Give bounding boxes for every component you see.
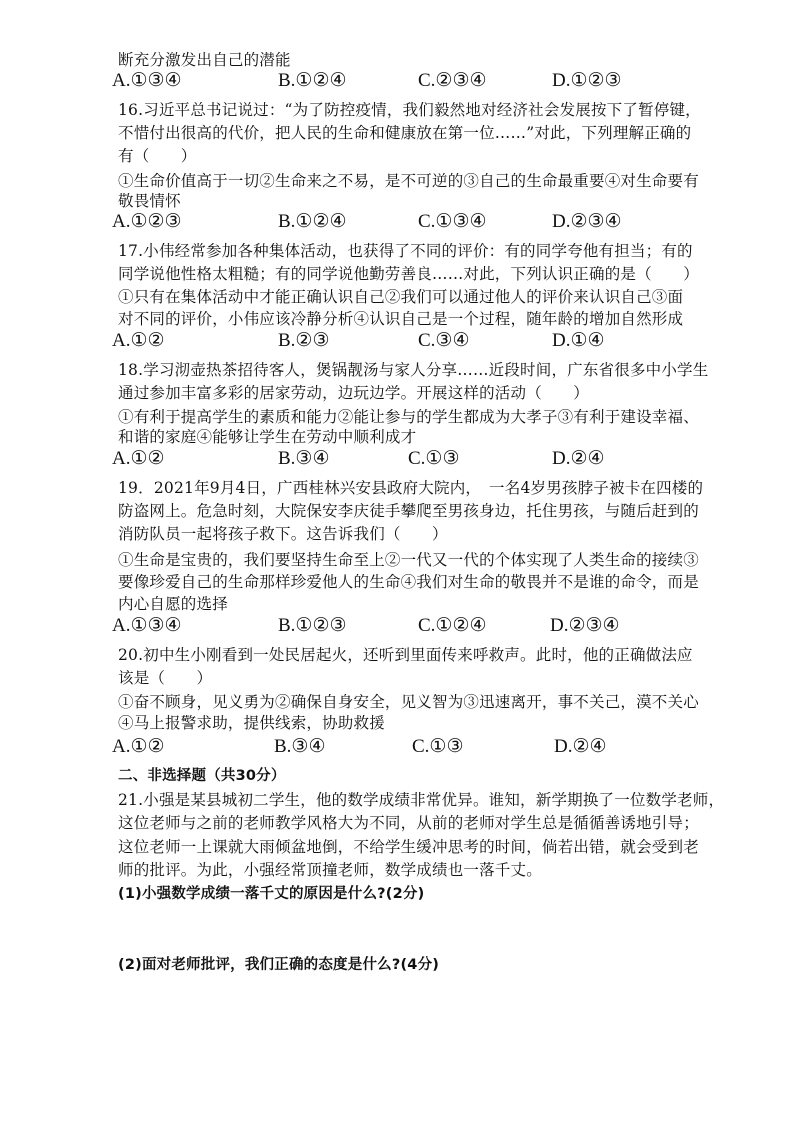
q19-stem-2: 防盗网上。危急时刻，大院保安李庆徒手攀爬至男孩身边，托住男孩，与随后赶到的 — [118, 502, 699, 520]
q18-items-2: 和谐的家庭④能够让学生在劳动中顺利成才 — [118, 428, 417, 446]
q21-stem-3: 这位老师一上课就大雨倾盆地倒，不给学生缓冲思考的时间，倘若出错，就会受到老 — [118, 838, 699, 856]
q15-option-b: B.①②④ — [278, 70, 347, 91]
q19-items-1: ①生命是宝贵的，我们要坚持生命至上②一代又一代的个体实现了人类生命的接续③ — [118, 551, 699, 569]
q18-stem-2: 通过参加丰富多彩的居家劳动，边玩边学。开展这样的活动（ ） — [118, 384, 590, 402]
q19-stem-1: 19．2021年9月4日，广西桂林兴安县政府大院内， 一名4岁男孩脖子被卡在四楼的 — [118, 479, 704, 497]
section-2-title: 二、非选择题（共30分） — [118, 768, 286, 784]
q20-option-c: C.①③ — [412, 736, 464, 757]
q17-items-2: 对不同的评价，小伟应该冷静分析④认识自己是一个过程，随年龄的增加自然形成 — [118, 310, 684, 328]
q15-option-c: C.②③④ — [418, 70, 487, 91]
q17-option-c: C.③④ — [418, 330, 470, 351]
q15-option-d: D.①②③ — [552, 70, 622, 91]
q19-stem-3: 消防队员一起将孩子救下。这告诉我们（ ） — [118, 525, 448, 543]
q16-option-d: D.②③④ — [552, 211, 622, 232]
q16-items-1: ①生命价值高于一切②生命来之不易，是不可逆的③自己的生命最重要④对生命要有 — [118, 172, 699, 190]
q18-option-c: C.①③ — [408, 448, 460, 469]
q16-stem-3: 有（ ） — [118, 147, 197, 165]
q18-option-d: D.②④ — [552, 448, 605, 469]
q20-option-a: A.①② — [112, 736, 165, 757]
intro-text: 断充分激发出自己的潜能 — [118, 51, 291, 69]
q20-items-2: ④马上报警求助，提供线索，协助救援 — [118, 714, 385, 732]
q17-options — [112, 328, 672, 354]
q20-stem-2: 该是（ ） — [118, 669, 213, 687]
q21-stem-1: 21.小强是某县城初二学生，他的数学成绩非常优异。谁知，新学期换了一位数学老师， — [118, 791, 725, 809]
q16-options — [112, 209, 672, 235]
q17-stem-2: 同学说他性格太粗糙；有的同学说他勤劳善良……对此，下列认识正确的是（ ） — [118, 265, 699, 283]
q20-items-1: ①奋不顾身，见义勇为②确保自身安全，见义智为③迅速离开，事不关己，漠不关心 — [118, 693, 699, 711]
q17-option-d: D.①④ — [552, 330, 605, 351]
q17-stem-1: 17.小伟经常参加各种集体活动，也获得了不同的评价：有的同学夸他有担当；有的 — [118, 242, 693, 260]
q17-option-a: A.①② — [112, 330, 165, 351]
q19-items-2: 要像珍爱自己的生命那样珍爱他人的生命④我们对生命的敬畏并不是谁的命令，而是 — [118, 573, 699, 591]
q21-stem-4: 师的批评。为此，小强经常顶撞老师，数学成绩也一落千丈。 — [118, 861, 542, 879]
q18-items-1: ①有利于提高学生的素质和能力②能让参与的学生都成为大孝子③有利于建设幸福、 — [118, 408, 699, 426]
q15-options — [112, 68, 672, 94]
q20-options — [112, 734, 672, 760]
q19-option-d: D.②③④ — [550, 615, 620, 636]
q16-option-c: C.①③④ — [418, 211, 487, 232]
q16-option-b: B.①②④ — [278, 211, 347, 232]
q21-sub-question-1: (1)小强数学成绩一落千丈的原因是什么?(2分) — [118, 886, 425, 902]
q18-stem-1: 18.学习沏壶热茶招待客人，煲锅靓汤与家人分享……近段时间，广东省很多中小学生 — [118, 361, 709, 379]
q17-items-1: ①只有在集体活动中才能正确认识自己②我们可以通过他人的评价来认识自己③面 — [118, 288, 684, 306]
q18-option-a: A.①② — [112, 448, 165, 469]
q21-sub-question-2: (2)面对老师批评，我们正确的态度是什么?(4分) — [118, 957, 440, 973]
q19-option-b: B.①②③ — [278, 615, 347, 636]
q18-options — [112, 446, 672, 472]
q15-option-a: A.①③④ — [112, 70, 182, 91]
q18-option-b: B.③④ — [278, 448, 330, 469]
q19-option-a: A.①③④ — [112, 615, 182, 636]
q16-items-2: 敬畏情怀 — [118, 192, 181, 210]
q21-stem-2: 这位老师与之前的老师教学风格大为不同，从前的老师对学生总是循循善诱地引导； — [118, 814, 699, 832]
q19-items-3: 内心自愿的选择 — [118, 595, 228, 613]
q16-stem-2: 不惜付出很高的代价，把人民的生命和健康放在第一位……”对此，下列理解正确的 — [118, 124, 692, 142]
q19-option-c: C.①②④ — [418, 615, 487, 636]
q20-stem-1: 20.初中生小刚看到一处民居起火，还听到里面传来呼救声。此时，他的正确做法应 — [118, 646, 693, 664]
q19-options — [112, 613, 672, 639]
q17-option-b: B.②③ — [278, 330, 330, 351]
q16-option-a: A.①②③ — [112, 211, 182, 232]
q20-option-b: B.③④ — [274, 736, 326, 757]
q16-stem-1: 16.习近平总书记说过：“为了防控疫情，我们毅然地对经济社会发展按下了暂停键， — [118, 101, 701, 119]
q20-option-d: D.②④ — [554, 736, 607, 757]
